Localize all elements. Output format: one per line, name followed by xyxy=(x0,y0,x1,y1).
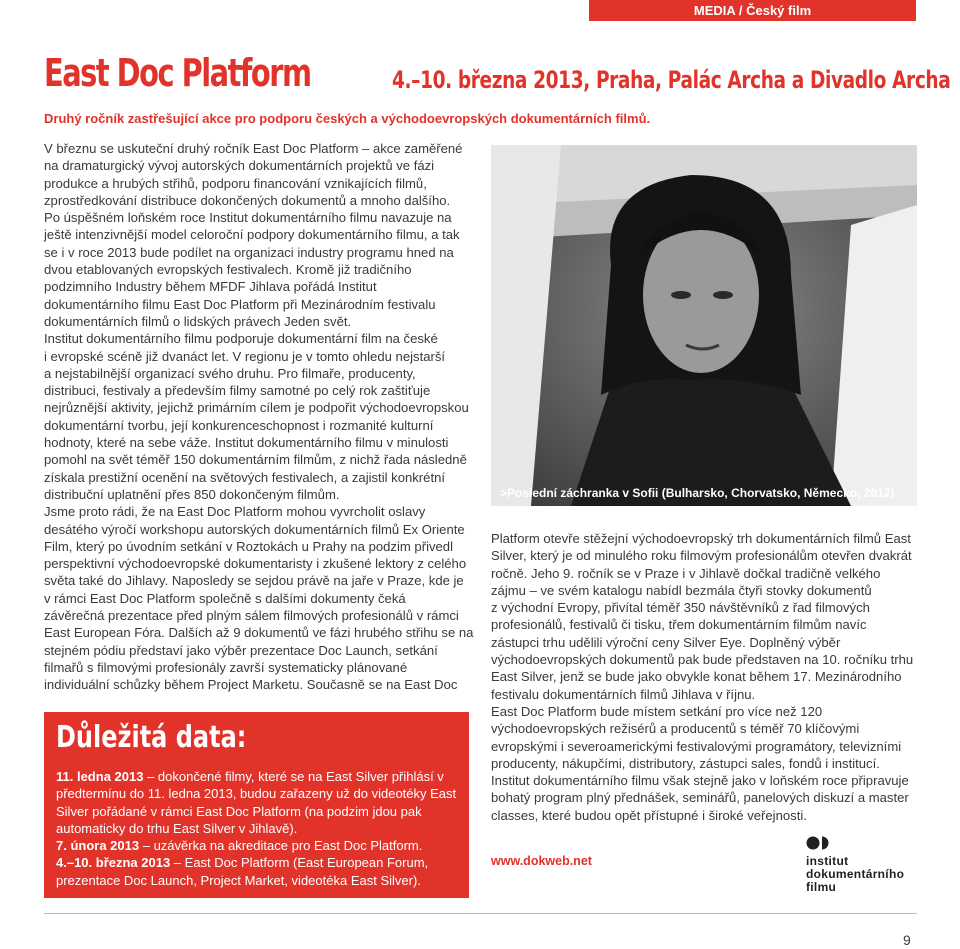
article-line: producenty, nákupčími, distributory, zástupci sales, fondů i institucí. xyxy=(491,755,880,771)
article-line: profesionálů, festivalů či tisku, třem dokumentárním filmům navíc xyxy=(491,617,867,633)
article-line: Film, který po úvodním setkání v Roztokách u Prahy na podzim přivedl xyxy=(44,538,453,554)
article-line: východoevropských režisérů a producentů s téměř 70 klíčovými xyxy=(491,721,860,737)
article-line: zprostředkování distribuce dokončených dokumentů a mnoho dalšího. xyxy=(44,192,451,208)
article-line: získala prestižní ocenění na světových festivalech, a zajistil konkrétní xyxy=(44,469,446,485)
article-line: V březnu se uskuteční druhý ročník East Doc Platform – akce zaměřené xyxy=(44,141,463,156)
article-line: ještě intenzivnější model celoroční podpory dokumentárního filmu, a tak xyxy=(44,227,460,243)
article-line: evropskými i severoamerickými festivalovými programátory, televizními xyxy=(491,738,902,754)
important-date-text: – East Doc Platform (East European Forum, prezentace Doc Launch, Project Market, videotéka East Silver). xyxy=(56,855,429,888)
right-article-column xyxy=(491,530,921,824)
important-dates-box xyxy=(44,712,469,898)
article-line: a nejstabilnější organizací svého druhu. Pro filmaře, producenty, xyxy=(44,365,416,381)
website-link[interactable]: www.dokweb.net xyxy=(491,854,592,868)
film-still-photo xyxy=(491,145,917,506)
article-line: perspektivní východoevropské dokumentaristy i zkušené lektory z celého xyxy=(44,556,467,572)
article-line: dokumentárních filmů o lidských právech Jeden svět. xyxy=(44,313,352,329)
important-dates-title: Důležitá data: xyxy=(56,720,247,755)
article-line: dvou etablovaných evropských festivalech. Kromě již tradičního xyxy=(44,262,412,278)
article-line: classes, které budou opět přístupné i široké veřejnosti. xyxy=(491,807,807,823)
article-line: zájmu – ve svém katalogu nabídl bezmála čtyři stovky dokumentů xyxy=(491,582,872,598)
article-line: v rámci East Doc Platform společně s dalšími dokumenty čeká xyxy=(44,590,406,606)
important-date-item xyxy=(56,837,461,854)
article-line: podzimního Industry během MFDF Jihlava pořádá Institut xyxy=(44,279,377,295)
logo-line-1: institut xyxy=(806,854,849,868)
article-line: Jsme proto rádi, že na East Doc Platform mohou vyvrcholit oslavy xyxy=(44,504,426,520)
important-date-label: 4.–10. března 2013 xyxy=(56,855,171,871)
article-line: individuální schůzky během Project Marketu. Současně se na East Doc xyxy=(44,677,458,693)
logo-mark-icon xyxy=(806,835,836,851)
article-line: Institut dokumentárního filmu však stejně jako v loňském roce připravuje xyxy=(491,773,909,789)
logo-text xyxy=(806,855,904,894)
important-date-text: – dokončené filmy, které se na East Silver přihlásí v předtermínu do 11. ledna 2013, budou zařazeny už do videotéky East Silver pořádané v rámci East Doc Platform (na podzim jdou pak automaticky do trhu East Silver v Jihlavě). xyxy=(56,769,457,836)
article-line: bohatý program plný přednášek, seminářů, panelových diskuzí a master xyxy=(491,790,909,806)
article-line: Institut dokumentárního filmu podporuje dokumentární film na české xyxy=(44,331,438,347)
article-line: East Silver, jenž se bude jako obvykle konat během 17. Mezinárodního xyxy=(491,669,902,685)
article-line: stejném pódiu představí jako výběr prezentace Doc Launch, setkání xyxy=(44,642,438,658)
article-line: pomohl na svět téměř 150 dokumentárním filmům, z nichž řada následně xyxy=(44,452,467,468)
important-date-item xyxy=(56,854,461,889)
article-line: hodnoty, které na sebe váže. Institut dokumentárního filmu v minulosti xyxy=(44,435,449,451)
article-line: na dramaturgický vývoj autorských dokumentárních projektů ve fázi xyxy=(44,158,435,174)
article-line: Platform otevře stěžejní východoevropský trh dokumentárních filmů East xyxy=(491,531,911,546)
article-line: dokumentárního filmu East Doc Platform při Mezinárodním festivalu xyxy=(44,296,436,312)
article-line: i evropské scéně již dvanáct let. V regionu je v tomto ohledu nejstarší xyxy=(44,348,446,364)
important-date-label: 11. ledna 2013 xyxy=(56,769,144,784)
article-line: desátého výročí workshopu autorských dokumentárních filmů Ex Oriente xyxy=(44,521,465,537)
event-dates-venue: 4.–10. března 2013, Praha, Palác Archa a Divadlo Archa xyxy=(392,66,951,94)
photo-caption: >Poslední záchranka v Sofii (Bulharsko, Chorvatsko, Německo, 2012) xyxy=(500,486,895,500)
page-title: East Doc Platform xyxy=(44,51,311,95)
article-line: East European Fóra. Dalších až 9 dokumentů ve fázi hrubého střihu se na xyxy=(44,625,474,641)
article-line: východoevropských dokumentů pak bude představen na 10. ročníku trhu xyxy=(491,652,914,668)
article-line: Silver, který je od minulého roku filmovým profesionálům otevřen dvakrát xyxy=(491,548,912,564)
article-line: filmařů s filmovými profesionály završí systematicky plánované xyxy=(44,659,408,675)
important-date-label: 7. února 2013 xyxy=(56,838,140,854)
article-line: produkce a hrubých střihů, podporu financování vznikajících filmů, xyxy=(44,175,427,191)
article-line: světa také do Jihlavy. Naposledy se sejdou právě na jaře v Praze, kde je xyxy=(44,573,464,589)
article-line: z východní Evropy, přivítal téměř 350 návštěvníků z řad filmových xyxy=(491,600,870,616)
important-dates-list xyxy=(56,768,461,889)
film-still-image xyxy=(491,145,917,506)
article-line: nejrůznější aktivity, jejichž primárním cílem je podpořit východoevropskou xyxy=(44,400,469,416)
left-article-column xyxy=(44,140,474,694)
article-line: závěrečná prezentace před plným sálem filmových profesionálů v rámci xyxy=(44,608,459,624)
article-line: festivalu dokumentárních filmů Jihlava v říjnu. xyxy=(491,686,756,702)
logo-line-2: dokumentárního xyxy=(806,867,905,881)
article-line: East Doc Platform bude místem setkání pro více než 120 xyxy=(491,703,823,719)
article-line: Po úspěšném loňském roce Institut dokumentárního filmu navazuje na xyxy=(44,210,452,226)
important-date-text: – uzávěrka na akreditace pro East Doc Platform. xyxy=(139,838,423,854)
page-number: 9 xyxy=(903,932,911,948)
institut-logo xyxy=(806,835,916,895)
article-line: ročně. Jeho 9. ročník se v Praze i v Jihlavě dočkal tradičně velkého xyxy=(491,565,881,581)
article-line: se i v roce 2013 bude podílet na organizaci industry programu hned na xyxy=(44,244,454,260)
lead-paragraph: Druhý ročník zastřešující akce pro podporu českých a východoevropských dokumentárních filmů. xyxy=(44,111,651,126)
article-line: distribuci, festivaly a především filmy samotné po celý rok zaštiťuje xyxy=(44,383,431,399)
logo-line-3: filmu xyxy=(806,880,837,894)
section-label: MEDIA / Český film xyxy=(589,0,916,21)
important-date-item xyxy=(56,768,461,837)
article-line: zástupci trhu udělili výroční ceny Silver Eye. Doplněný výběr xyxy=(491,634,841,650)
footer-divider xyxy=(44,913,917,914)
article-line: distribuční uplatnění přes 850 dokončeným filmům. xyxy=(44,486,340,502)
article-line: dokumentární tvorbu, její konkurenceschopnost i rozmanité kulturní xyxy=(44,417,434,433)
